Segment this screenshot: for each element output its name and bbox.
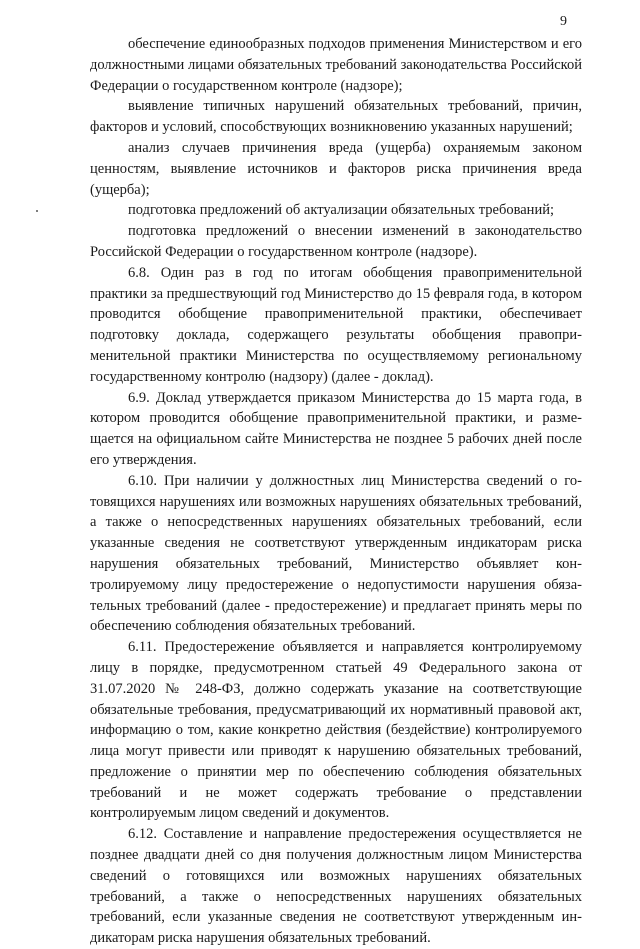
scan-speck: [36, 210, 38, 212]
paragraph-legislation-changes: подготовка предложений о внесении изменений в законодательство Российской Федерации о государственном контроле (надзоре).: [90, 223, 582, 260]
document-body: [90, 34, 582, 949]
paragraph-6-8: 6.8. Один раз в год по итогам обобщения правоприменительной практики за предшествующий год Министерство до 15 февраля года, в котором проводится обобщение правоприменительной практики, обеспечивает подготовку доклада, содержащего результаты обобщения правоприменительной практики Министерства по осуществляемому региональному государственному контролю (надзору) (далее - доклад).: [90, 264, 582, 385]
paragraph-6-9: 6.9. Доклад утверждается приказом Министерства до 15 марта года, в котором проводится обобщение правоприменительной практики, и размещается на официальном сайте Министерства не позднее 5 рабочих дней после его утверждения.: [90, 389, 582, 468]
paragraph-6-11: 6.11. Предостережение объявляется и направляется контролируемому лицу в порядке, предусмотренном статьей 49 Федерального закона от 31.07.2020 № 248-ФЗ, должно содержать указание на соответствующие обязательные требования, предусматривающий их нормативный правовой акт, информацию о том, какие конкретно действия (бездействие) контролируемого лица могут привести или приводят к нарушению обязательных требований, предложение о принятии мер по обеспечению соблюдения обязательных требований и не может содержать требование о представлении контролируемым лицом сведений и документов.: [90, 639, 582, 822]
paragraph-6-10: 6.10. При наличии у должностных лиц Министерства сведений о готовящихся нарушениях или возможных нарушениях обязательных требований, а также о непосредственных нарушениях обязательных требований, если указанные сведения не соответствуют утвержденным индикаторам риска нарушения обязательных требований, Министерство объявляет контролируемому лицу предостережение о недопустимости нарушения обязательных требований (далее - предостережение) и предлагает принять меры по обеспечению соблюдения обязательных требований.: [90, 472, 582, 635]
paragraph-6-12: 6.12. Составление и направление предостережения осуществляется не позднее двадцати дней со дня получения должностным лицом Министерства сведений о готовящихся или возможных нарушениях обязательных требований, а также о непосредственных нарушениях обязательных требований, если указанные сведения не соответствуют утвержденным индикаторам риска нарушения обязательных требований.: [90, 826, 582, 947]
paragraph-requirements-update: подготовка предложений об актуализации обязательных требований;: [128, 202, 554, 219]
paragraph-uniform-approach: обеспечение единообразных подходов применения Министерством и его должностными лицами обязательных требований законодательства Российской Федерации о государственном контроле (надзоре);: [90, 36, 582, 94]
page-number: 9: [560, 14, 567, 29]
paragraph-harm-analysis: анализ случаев причинения вреда (ущерба) охраняемым законом ценностям, выявление источников и факторов риска причинения вреда (ущерба);: [90, 139, 582, 198]
paragraph-typical-violations: выявление типичных нарушений обязательных требований, причин, факторов и условий, способствующих возникновению указанных нарушений;: [90, 98, 582, 136]
